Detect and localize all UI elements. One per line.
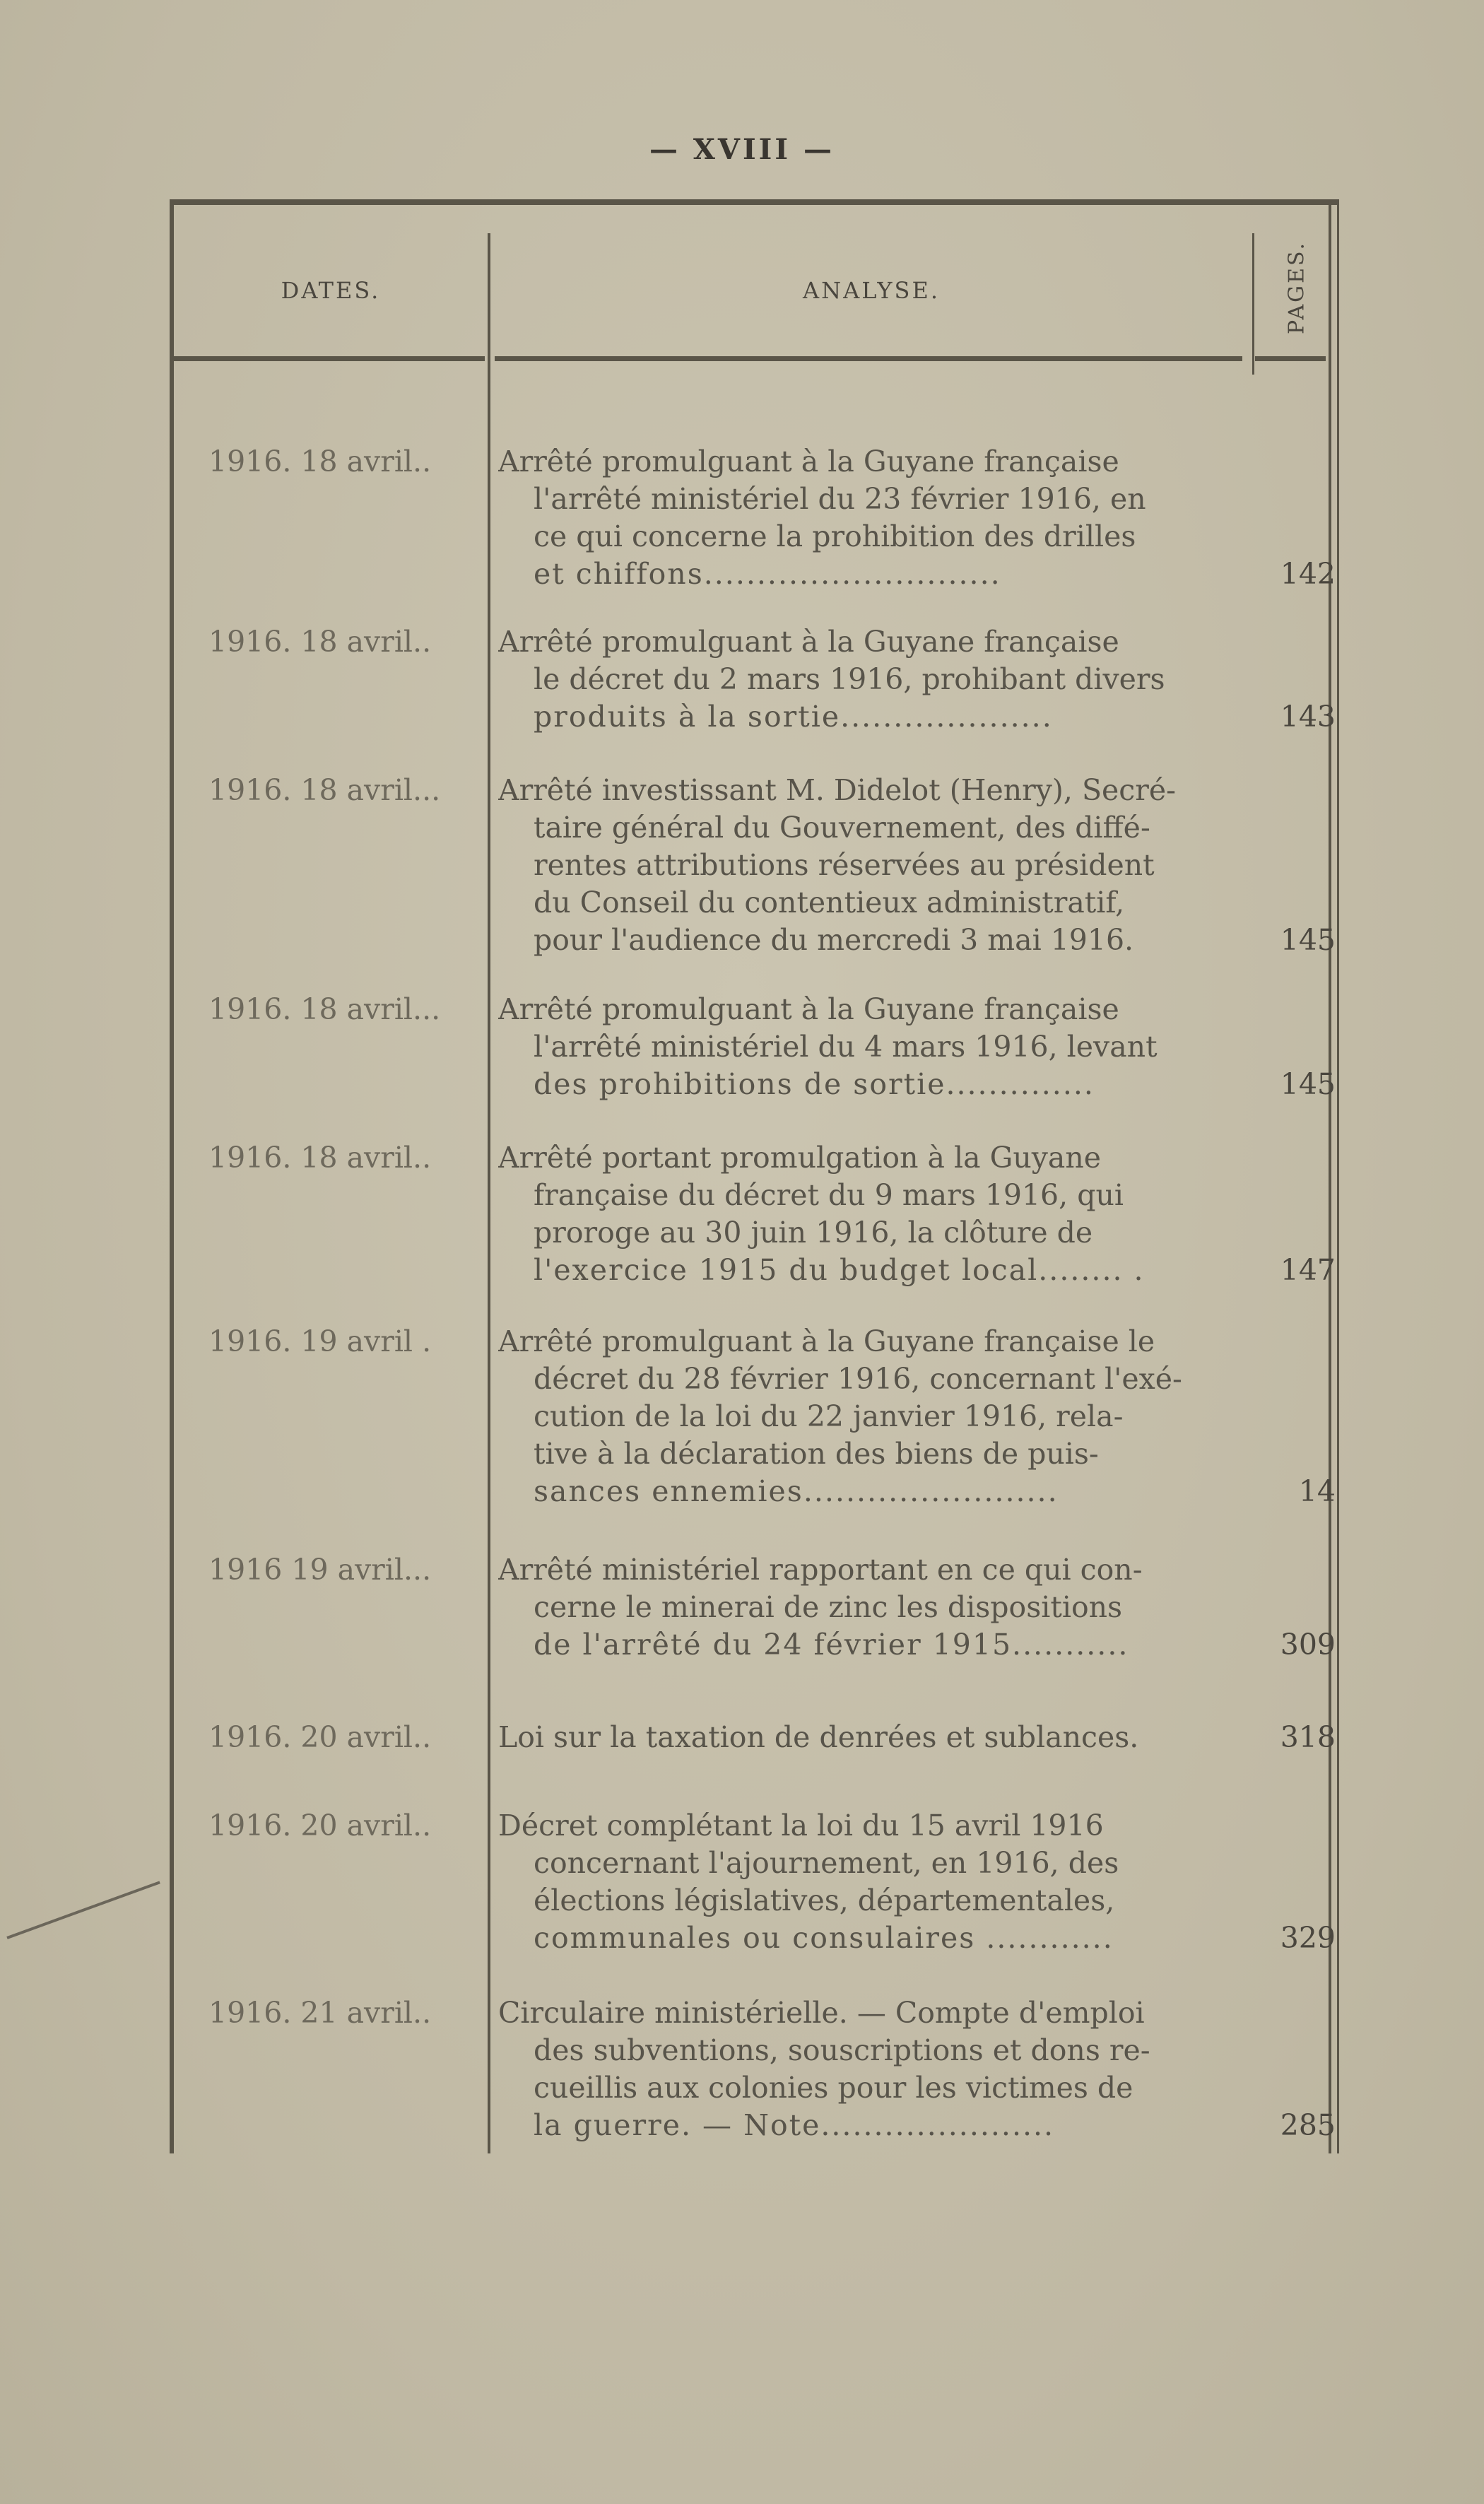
analyse-line: sances ennemies........................ [534,1474,1059,1508]
analyse-line: le décret du 2 mars 1916, prohibant divers [534,662,1165,696]
entry-page: 142 [1280,557,1336,591]
analyse-line: et chiffons............................ [534,557,1001,591]
entry-date: 1916. 18 avril.. [208,625,432,659]
analyse-line: taire général du Gouvernement, des diffé- [534,811,1150,845]
analyse-line: cution de la loi du 22 janvier 1916, rela- [534,1399,1124,1433]
analyse-line: élections législatives, départementales, [534,1883,1115,1917]
pages-column-divider [1252,233,1254,375]
header-dates: DATES. [281,277,381,304]
entry-analyse [498,1994,1247,2144]
entry-date: 1916. 21 avril.. [208,1996,432,2030]
header-pages-cell [1258,228,1336,348]
analyse-line: cerne le minerai de zinc les dispositions [534,1590,1123,1624]
entry-page: 14 [1298,1474,1336,1508]
margin-pen-mark [6,1881,160,1939]
analyse-line: des subventions, souscriptions et dons re- [534,2033,1150,2067]
analyse-line: Arrêté promulguant à la Guyane française [498,625,1119,659]
analyse-line: Loi sur la taxation de denrées et sublances. [498,1720,1139,1754]
entry-date: 1916. 18 avril... [208,992,441,1026]
analyse-line: des prohibitions de sortie.............. [534,1067,1095,1101]
analyse-line: Arrêté portant promulgation à la Guyane [498,1141,1102,1175]
analyse-line: proroge au 30 juin 1916, la clôture de [534,1216,1093,1250]
analyse-line: Arrêté promulguant à la Guyane française le [498,1324,1155,1358]
entry-analyse [498,1807,1247,1957]
entry-analyse [498,991,1247,1103]
header-rule-dates [174,356,485,361]
entry-date: 1916. 20 avril.. [208,1720,432,1754]
analyse-line: Décret complétant la loi du 15 avril 1916 [498,1809,1104,1842]
analyse-line: Arrêté promulguant à la Guyane française [498,992,1119,1026]
page-number: — XVIII — [649,133,835,166]
entry-analyse [498,443,1247,593]
analyse-line: ce qui concerne la prohibition des drilles [534,519,1136,553]
analyse-line: la guerre. — Note...................... [534,2108,1055,2142]
analyse-line: tive à la déclaration des biens de puis- [534,1437,1099,1471]
entry-analyse [498,772,1247,959]
analyse-line: Circulaire ministérielle. — Compte d'emploi [498,1996,1145,2030]
analyse-line: de l'arrêté du 24 février 1915........... [534,1628,1129,1662]
analyse-line: pour l'audience du mercredi 3 mai 1916. [534,923,1134,957]
entry-page: 143 [1280,700,1336,734]
entry-date: 1916. 18 avril.. [208,1141,432,1175]
entry-date: 1916. 19 avril . [208,1324,432,1358]
entry-date: 1916. 18 avril... [208,773,441,807]
header-rule-pages [1255,356,1326,361]
analyse-line: l'arrêté ministériel du 4 mars 1916, levant [534,1030,1158,1064]
entry-date: 1916. 18 avril.. [208,445,432,478]
analyse-line: rentes attributions réservées au président [534,848,1155,882]
analyse-line: produits à la sortie.................... [534,700,1053,734]
entry-date: 1916. 20 avril.. [208,1809,432,1842]
right-border-inner [1329,199,1331,2153]
index-table [170,199,1339,2153]
header-pages: PAGES. [1284,241,1309,334]
analyse-line: Arrêté promulguant à la Guyane française [498,445,1119,478]
entry-page: 147 [1280,1253,1336,1287]
analyse-line: française du décret du 9 mars 1916, qui [534,1178,1124,1212]
entry-analyse [498,623,1247,736]
date-column-divider [488,233,490,2153]
analyse-line: cueillis aux colonies pour les victimes de [534,2071,1133,2105]
right-border-outer [1337,199,1339,2153]
analyse-line: concernant l'ajournement, en 1916, des [534,1846,1119,1880]
analyse-line: décret du 28 février 1916, concernant l'exé- [534,1362,1182,1396]
entry-page: 285 [1280,2108,1336,2142]
analyse-line: Arrêté investissant M. Didelot (Henry), Secré- [498,773,1176,807]
entry-analyse [498,1139,1247,1289]
analyse-line: du Conseil du contentieux administratif, [534,886,1125,919]
entry-date: 1916 19 avril... [208,1553,432,1587]
analyse-line: l'arrêté ministériel du 23 février 1916, en [534,482,1146,516]
entry-page: 329 [1280,1921,1336,1955]
entry-page: 318 [1280,1720,1336,1754]
table-top-rule [170,199,1339,205]
analyse-line: communales ou consulaires ............ [534,1921,1114,1955]
entry-page: 145 [1280,923,1336,957]
entry-page: 309 [1280,1628,1336,1662]
header-rule-analyse [495,356,1242,361]
entry-analyse [498,1719,1247,1756]
entry-analyse [498,1551,1247,1664]
left-border [170,199,174,2153]
analyse-line: Arrêté ministériel rapportant en ce qui con- [498,1553,1143,1587]
analyse-line: l'exercice 1915 du budget local........ . [534,1253,1145,1287]
entry-page: 145 [1280,1067,1336,1101]
header-analyse: ANALYSE. [803,277,940,304]
entry-analyse [498,1323,1247,1510]
